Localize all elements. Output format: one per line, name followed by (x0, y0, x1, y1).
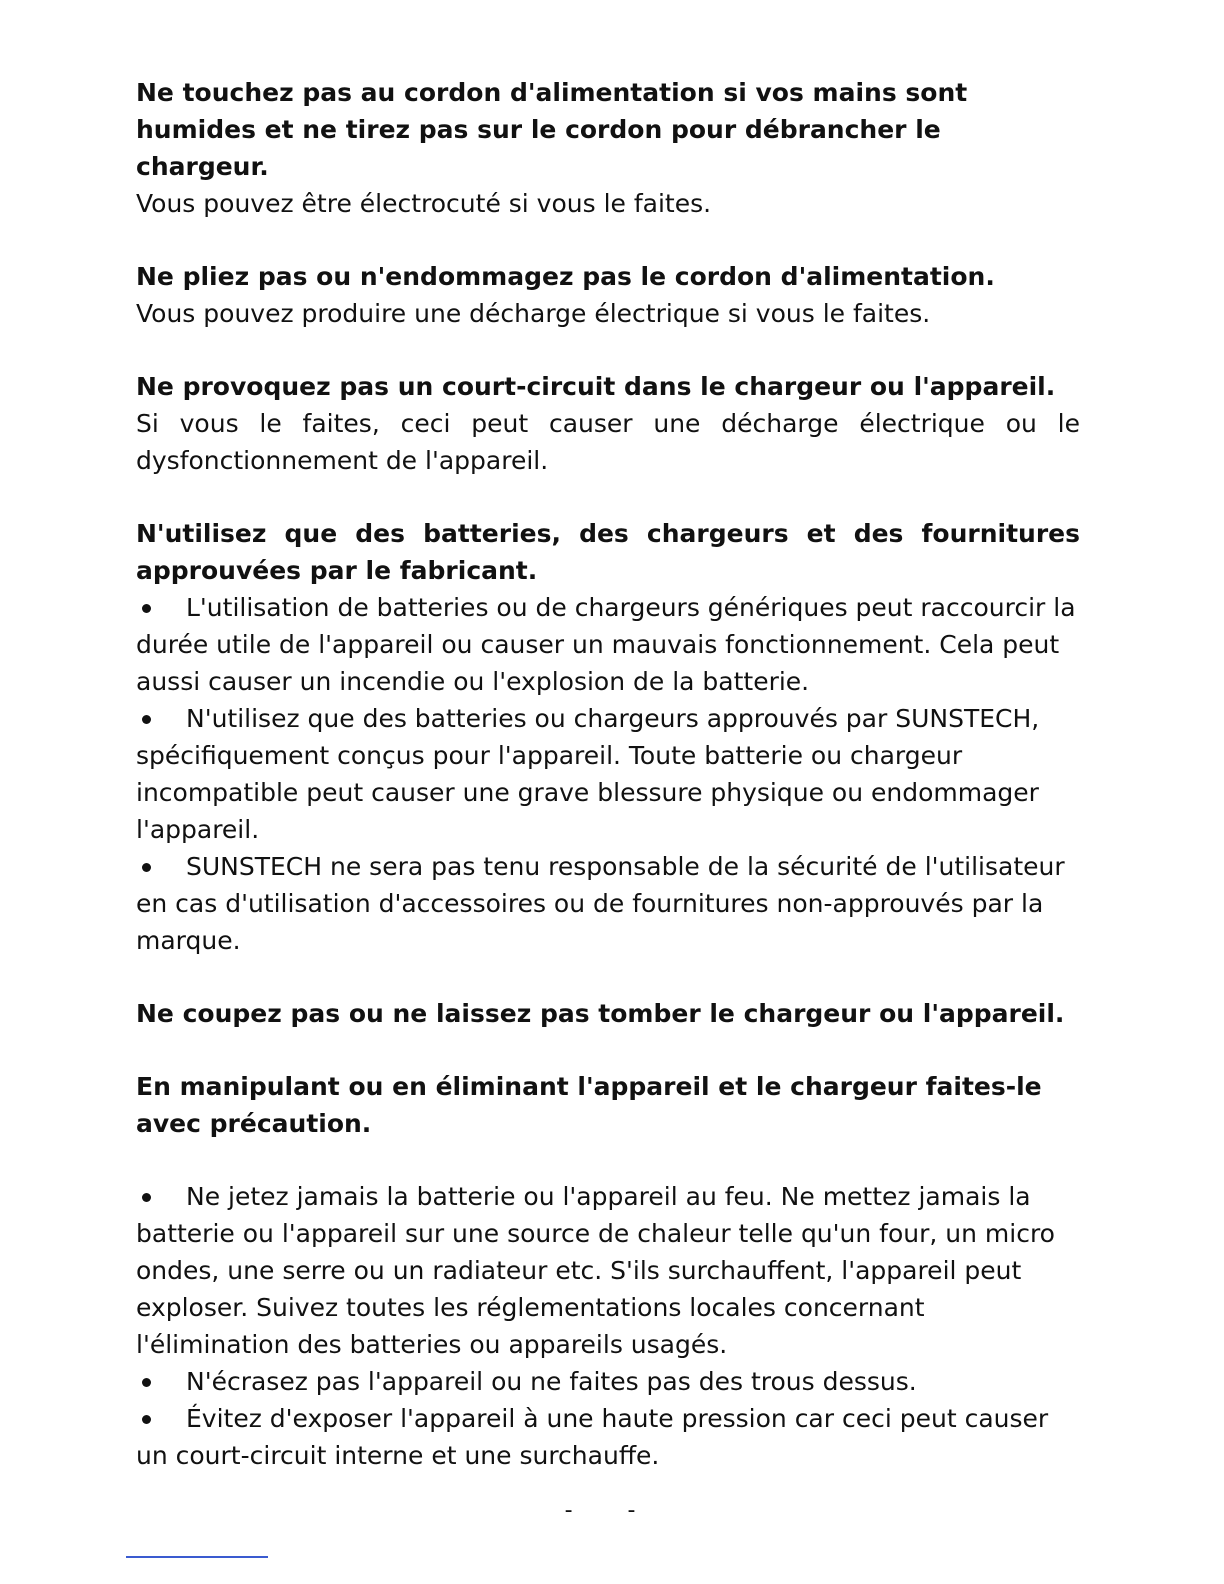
list-item (136, 589, 1080, 700)
document-page (136, 74, 1080, 1510)
list-item-text: N'écrasez pas l'appareil ou ne faites pas des trous dessus. (186, 1367, 917, 1396)
section-heading: Ne provoquez pas un court-circuit dans le chargeur ou l'appareil. (136, 372, 1056, 401)
section-text: Vous pouvez produire une décharge électrique si vous le faites. (136, 299, 931, 328)
list-item-text: N'utilisez que des batteries ou chargeurs approuvés par SUNSTECH, spécifiquement conçus pour l'appareil. Toute batterie ou chargeur incompatible peut causer une grave blessure physique ou endommager l'appareil. (136, 704, 1040, 844)
list-item (136, 1400, 1080, 1474)
bullet-icon (142, 863, 151, 872)
bullet-list (136, 589, 1080, 959)
list-item (136, 1178, 1080, 1363)
section-bend-cord (136, 258, 1080, 332)
list-item-text: L'utilisation de batteries ou de chargeurs génériques peut raccourcir la durée utile de l'appareil ou causer un mauvais fonctionnement. Cela peut aussi causer un incendie ou l'explosion de la batterie. (136, 593, 1076, 696)
list-item-text: SUNSTECH ne sera pas tenu responsable de la sécurité de l'utilisateur en cas d'utilisation d'accessoires ou de fournitures non-approuvés par la marque. (136, 852, 1065, 955)
section-wet-hands (136, 74, 1080, 222)
list-item (136, 848, 1080, 959)
section-handling-disposal (136, 1068, 1080, 1474)
section-short-circuit (136, 368, 1080, 479)
bullet-icon (142, 1193, 151, 1202)
bullet-list (136, 1178, 1080, 1474)
section-heading: N'utilisez que des batteries, des chargeurs et des fournitures approuvées par le fabricant. (136, 519, 1080, 585)
list-item (136, 1363, 1080, 1400)
bullet-icon (142, 1415, 151, 1424)
bullet-icon (142, 715, 151, 724)
section-cut-drop (136, 995, 1080, 1032)
list-item (136, 700, 1080, 848)
section-heading: Ne touchez pas au cordon d'alimentation si vos mains sont humides et ne tirez pas sur le cordon pour débrancher le chargeur. (136, 78, 968, 181)
section-text: Si vous le faites, ceci peut causer une décharge électrique ou le dysfonctionnement de l'appareil. (136, 409, 1080, 475)
bullet-icon (142, 1378, 151, 1387)
section-heading: Ne pliez pas ou n'endommagez pas le cordon d'alimentation. (136, 262, 995, 291)
list-item-text: Évitez d'exposer l'appareil à une haute pression car ceci peut causer un court-circuit interne et une surchauffe. (136, 1404, 1049, 1470)
section-heading: Ne coupez pas ou ne laissez pas tomber le chargeur ou l'appareil. (136, 999, 1065, 1028)
bullet-icon (142, 604, 151, 613)
footnote-divider (126, 1556, 268, 1558)
list-item-text: Ne jetez jamais la batterie ou l'appareil au feu. Ne mettez jamais la batterie ou l'appareil sur une source de chaleur telle qu'un four, un micro ondes, une serre ou un radiateur etc. S'ils surchauffent, l'appareil peut exploser. Suivez toutes les réglementations locales concernant l'élimination des batteries ou appareils usagés. (136, 1182, 1055, 1359)
section-text: Vous pouvez être électrocuté si vous le faites. (136, 189, 712, 218)
page-number-marker: - - (564, 1498, 660, 1523)
section-heading: En manipulant ou en éliminant l'appareil et le chargeur faites-le avec précaution. (136, 1072, 1042, 1138)
section-approved-accessories (136, 515, 1080, 959)
